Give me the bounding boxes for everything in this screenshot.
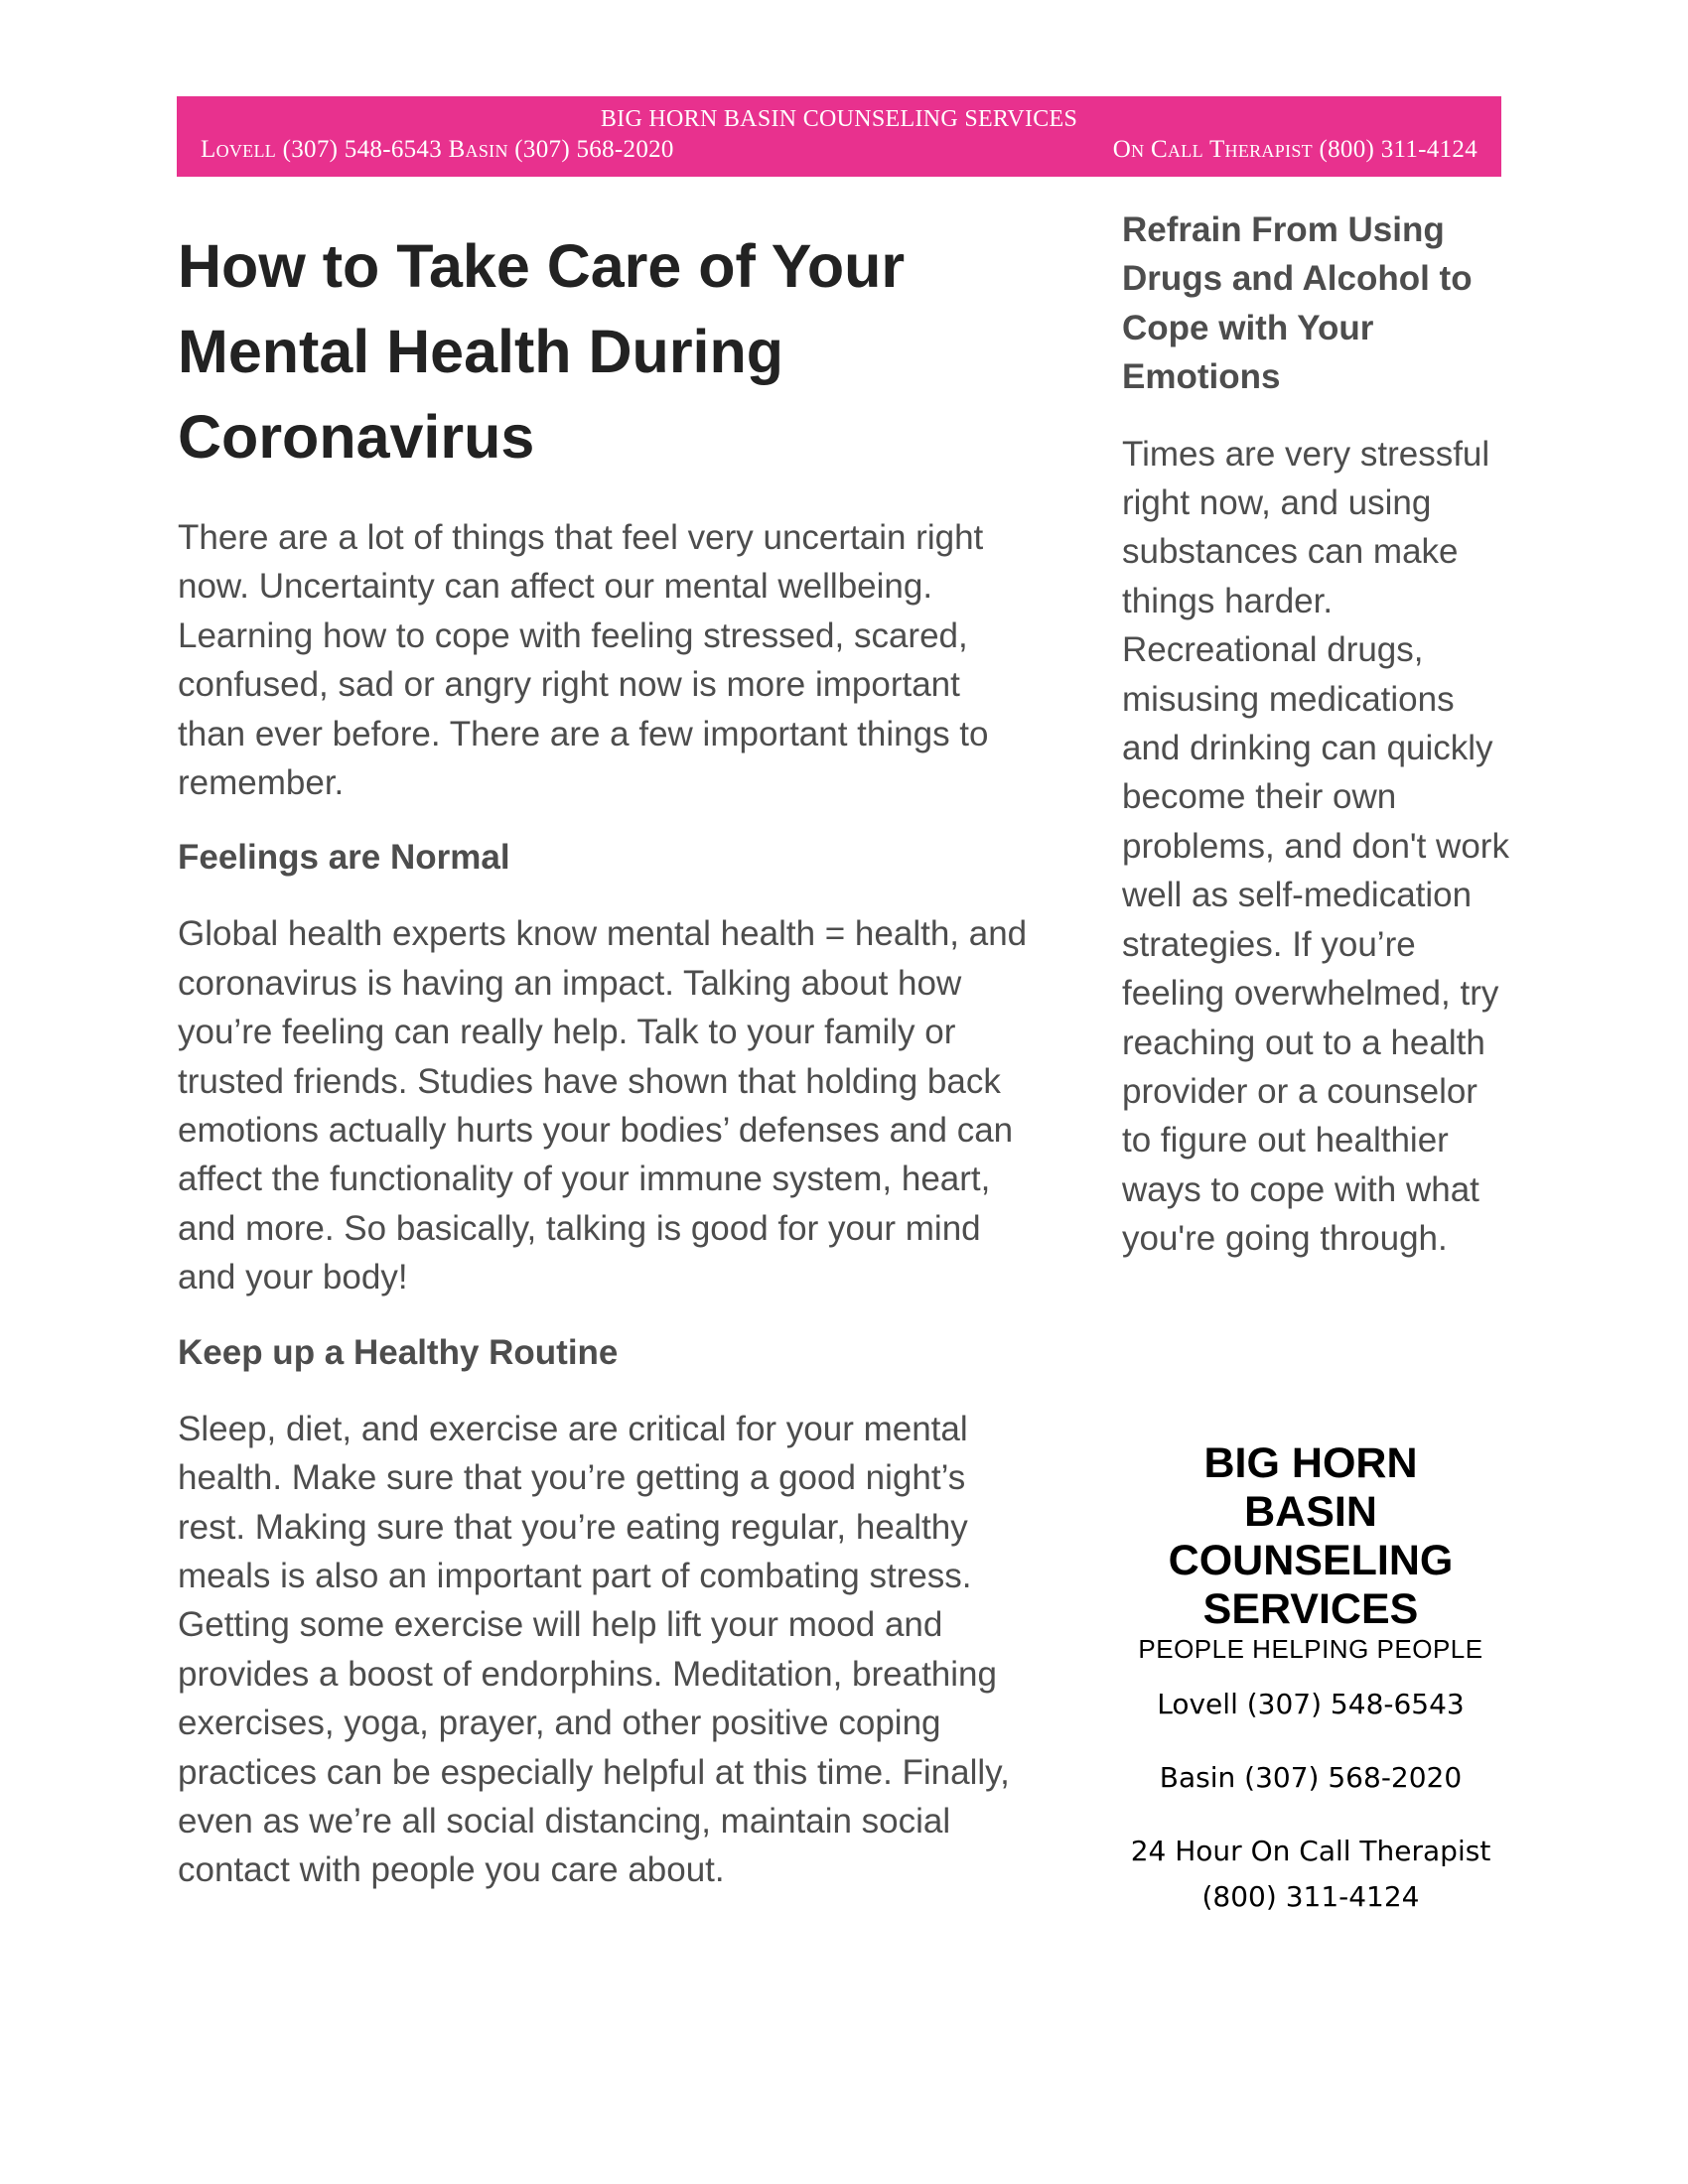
header-banner (177, 96, 1501, 177)
section-body-feelings: Global health experts know mental health = health, and coronavirus is having an impact. Talking about how you’re feeling can really help. Talk to your family or trusted friends. Studies have shown that holding back emotions actually hurts your bodies’ defenses and can affect the functionality of your immune system, heart, and more. So basically, talking is good for your mind and your body! (178, 914, 1028, 1297)
banner-on-call-phone: On Call Therapist (800) 311-4124 (1112, 136, 1477, 163)
intro-paragraph: There are a lot of things that feel very uncertain right now. Uncertainty can affect our mental wellbeing. Learning how to cope with feeling stressed, scared, confused, sad or angry right now is more important than ever before. There are a few important things to remember. (178, 518, 989, 803)
basin-phone: Basin (307) 568-2020 (1159, 1761, 1463, 1794)
section-heading-routine: Keep up a Healthy Routine (178, 1332, 619, 1372)
page-title: How to Take Care of Your Mental Health During Coronavirus (178, 232, 906, 471)
section-body-routine: Sleep, diet, and exercise are critical for your mental health. Make sure that you’re getting a good night’s rest. Making sure that you’re eating regular, healthy meals is also an important part of combating stress. Getting some exercise will help lift your mood and provides a boost of endorphins. Meditation, breathing exercises, yoga, prayer, and other positive coping practices can be especially helpful at this time. Finally, even as we’re all social distancing, maintain social contact with people you care about. (178, 1409, 1010, 1890)
banner-office-phones: Lovell (307) 548-6543 Basin (307) 568-2020 (201, 136, 674, 163)
on-call-phone: (800) 311-4124 (1201, 1880, 1420, 1913)
org-name-line-1: BIG HORN (1203, 1439, 1418, 1487)
org-name-line-4: SERVICES (1202, 1585, 1419, 1633)
banner-title: BIG HORN BASIN COUNSELING SERVICES (600, 106, 1078, 132)
lovell-phone: Lovell (307) 548-6543 (1157, 1688, 1465, 1720)
sidebar-column (1122, 205, 1509, 1264)
sidebar-body: Times are very stressful right now, and using substances can make things harder. Recreational drugs, misusing medications and drinking can quickly become their own problems, and don't work well as self-medication strategies. If you’re feeling overwhelmed, try reaching out to a health provider or a counselor to figure out healthier ways to cope with what you're going through. (1122, 434, 1509, 1259)
org-name-line-3: COUNSELING (1168, 1537, 1454, 1584)
main-article (178, 223, 1032, 1895)
on-call-label: 24 Hour On Call Therapist (1130, 1835, 1491, 1867)
org-tagline: PEOPLE HELPING PEOPLE (1138, 1634, 1483, 1664)
org-name-line-2: BASIN (1244, 1488, 1377, 1536)
contact-block (1102, 1439, 1519, 1920)
section-heading-feelings: Feelings are Normal (178, 838, 510, 878)
sidebar-heading: Refrain From Using Drugs and Alcohol to Cope with Your Emotions (1122, 210, 1473, 397)
